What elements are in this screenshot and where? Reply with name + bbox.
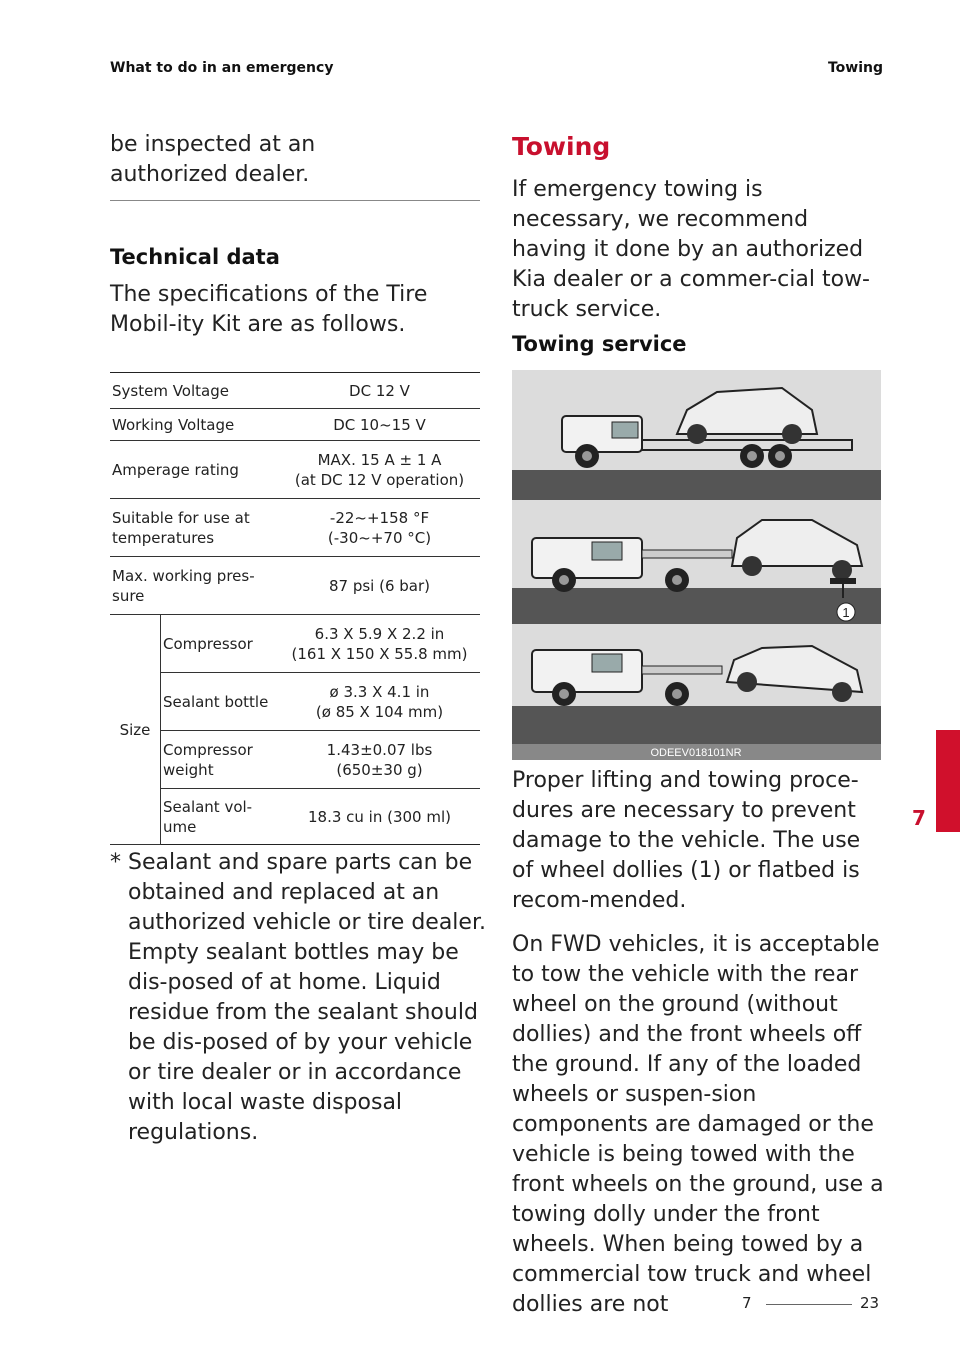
table-row <box>110 499 480 557</box>
chapter-tab-number: 7 <box>912 806 926 830</box>
value-line: (ø 85 X 104 mm) <box>315 702 444 721</box>
label-line: Sealant vol- <box>163 797 253 816</box>
spec-table <box>110 372 480 845</box>
technical-data-text: The specifications of the Tire Mobil-ity Kit are as follows. <box>110 282 428 337</box>
table-row <box>110 789 480 845</box>
table-value: DC 10~15 V <box>279 409 480 441</box>
road-band <box>512 588 881 624</box>
road-band <box>512 470 881 500</box>
value-line: (650±30 g) <box>336 760 423 779</box>
value-line: (161 X 150 X 55.8 mm) <box>291 644 468 663</box>
value-line: (at DC 12 V operation) <box>294 470 465 489</box>
table-label: Working Voltage <box>110 409 279 441</box>
header-section: What to do in an emergency <box>110 60 334 76</box>
value-line: MAX. 15 A ± 1 A <box>317 450 442 469</box>
table-label: Sealant bottle <box>161 673 280 731</box>
table-row <box>110 441 480 499</box>
label-line: Suitable for use at <box>112 508 250 527</box>
value-line: 6.3 X 5.9 X 2.2 in <box>314 624 445 643</box>
table-value: 87 psi (6 bar) <box>279 557 480 615</box>
table-row <box>110 373 480 409</box>
label-line: Max. working pres- <box>112 566 255 585</box>
label-line: weight <box>163 760 214 779</box>
value-line: ø 3.3 X 4.1 in <box>329 682 430 701</box>
table-label: Compressor <box>161 615 280 673</box>
table-label <box>110 557 279 615</box>
spec-table-wrapper <box>110 372 480 845</box>
table-row <box>110 673 480 731</box>
table-value: 18.3 cu in (300 ml) <box>279 789 480 845</box>
footer-page-number: 23 <box>860 1294 880 1312</box>
road-band <box>512 706 881 744</box>
technical-data-heading: Technical data <box>110 245 280 269</box>
label-line: sure <box>112 586 145 605</box>
towing-illustration <box>512 370 881 760</box>
section-divider <box>110 200 480 201</box>
value-line: 1.43±0.07 lbs <box>326 740 433 759</box>
towing-para-1: Proper lifting and towing proce-dures are necessary to prevent damage to the vehicle. The use of wheel dollies (1) or flatbed is recom-mended. <box>512 768 861 913</box>
value-line: (-30~+70 °C) <box>327 528 432 547</box>
size-label: Size <box>110 615 161 845</box>
footer-chapter: 7 <box>742 1294 752 1312</box>
table-label <box>161 731 280 789</box>
header-topic: Towing <box>827 60 883 76</box>
towing-figure <box>512 370 881 760</box>
table-value <box>279 499 480 557</box>
figure-code: ODEEV018101NR <box>650 747 742 759</box>
table-value <box>279 441 480 499</box>
table-label: Amperage rating <box>110 441 279 499</box>
table-value <box>279 615 480 673</box>
label-line: Compressor <box>163 740 253 759</box>
footer-divider <box>766 1304 852 1305</box>
table-value <box>279 673 480 731</box>
towing-service-heading: Towing service <box>512 332 687 356</box>
towing-title: Towing <box>512 132 611 161</box>
towing-para-2: On FWD vehicles, it is acceptable to tow the vehicle with the rear wheel on the ground (without dollies) and the front wheels off the ground. If any of the loaded wheels or suspen-sion components are damaged or the vehicle is being towed with the front wheels on the ground, use a towing dolly under the front wheels. When being towed by a commercial tow truck and wheel dollies are not <box>512 932 884 1317</box>
callout-label: 1 <box>842 605 850 620</box>
table-value: DC 12 V <box>279 373 480 409</box>
sealant-note: * Sealant and spare parts can be obtained and replaced at an authorized vehicle or tire dealer. Empty sealant bottles may be dis-posed of at home. Liquid residue from the sealant should be dis-posed of by your vehicle or tire dealer or in accordance with local waste disposal regulations. <box>110 850 486 1145</box>
table-row <box>110 731 480 789</box>
value-line: -22~+158 °F <box>329 508 430 527</box>
table-value <box>279 731 480 789</box>
table-label <box>161 789 280 845</box>
table-label <box>110 499 279 557</box>
table-row <box>110 615 480 673</box>
table-label: System Voltage <box>110 373 279 409</box>
label-line: temperatures <box>112 528 215 547</box>
table-row <box>110 557 480 615</box>
label-line: ume <box>163 817 197 836</box>
intro-text: be inspected at an authorized dealer. <box>110 132 316 187</box>
table-row <box>110 409 480 441</box>
towing-intro: If emergency towing is necessary, we recommend having it done by an authorized Kia dealer or a commer-cial tow-truck service. <box>512 177 870 322</box>
chapter-tab <box>936 730 960 832</box>
